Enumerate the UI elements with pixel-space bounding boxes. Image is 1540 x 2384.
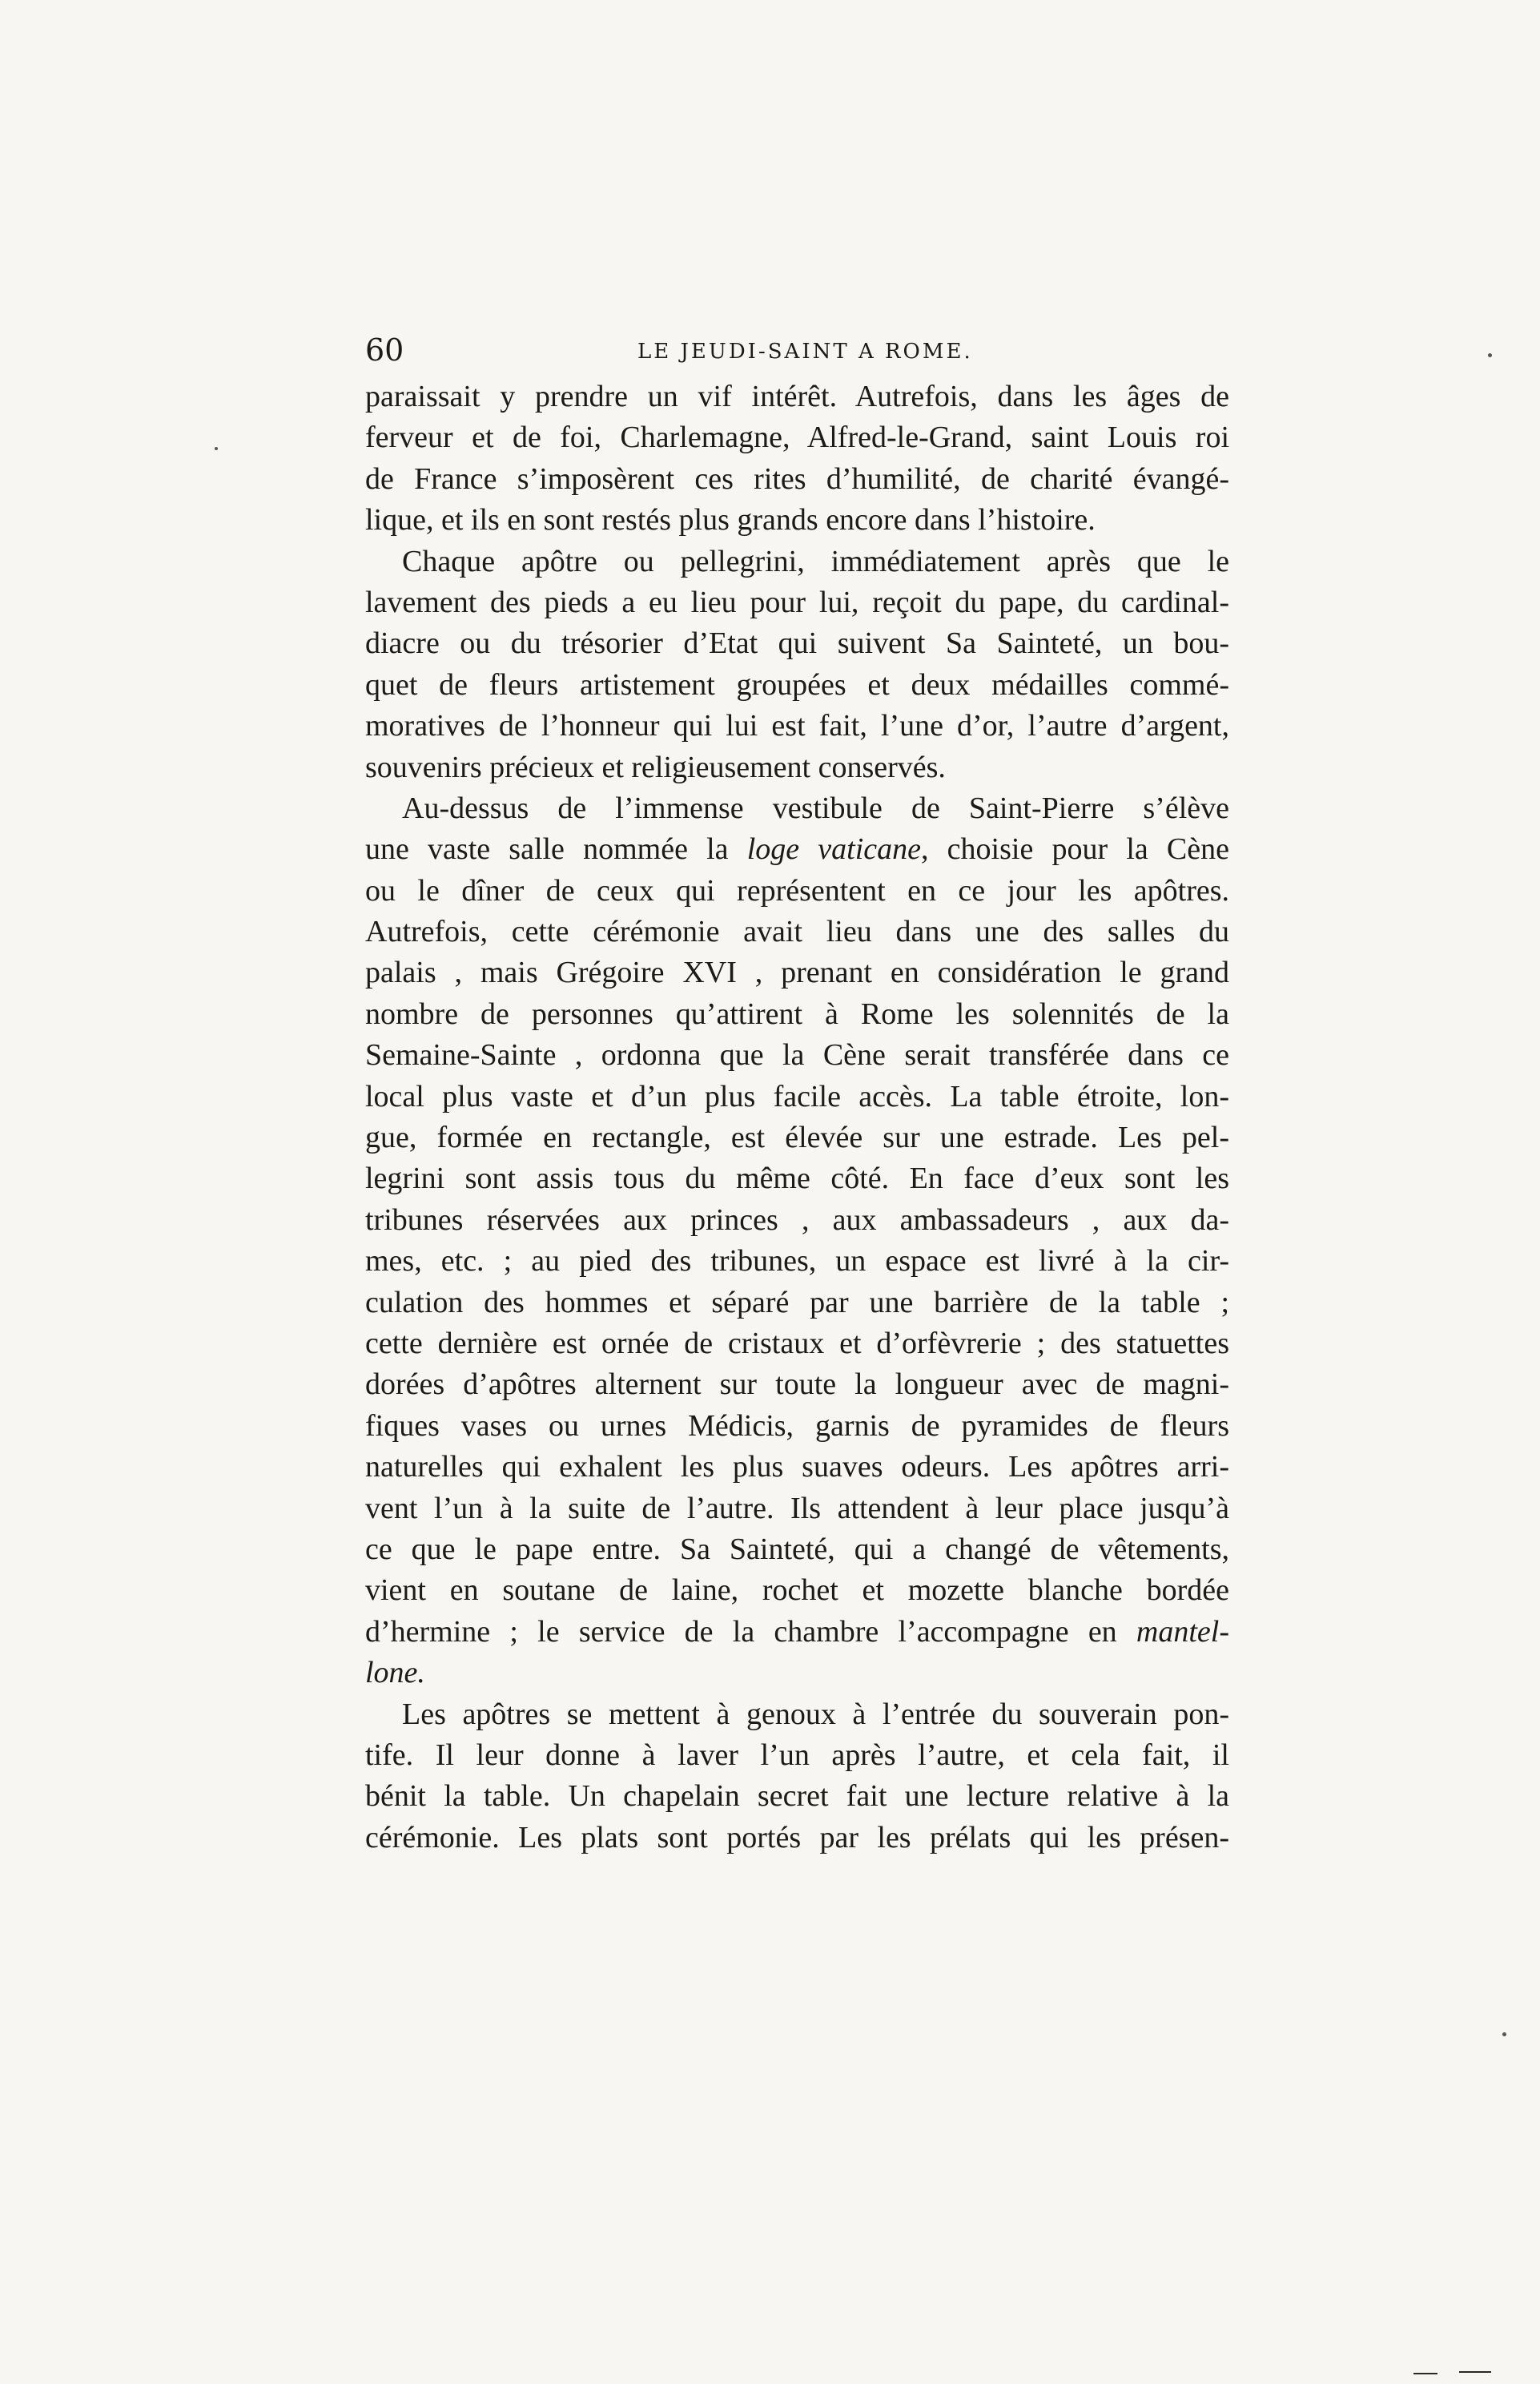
text-line: vent l’un à la suite de l’autre. Ils attendent à leur place jusqu’à [365,1491,1229,1525]
paragraph-start-line: Au-dessus de l’immense vestibule de Saint-Pierre s’élève [402,791,1229,825]
text-line: bénit la table. Un chapelain secret fait une lecture relative à la [365,1779,1229,1814]
scan-speck [215,447,218,450]
text-line: nombre de personnes qu’attirent à Rome les solennités de la [365,997,1229,1031]
text-line-with-italic [365,829,1229,870]
text-line: Autrefois, cette cérémonie avait lieu dans une des salles du [365,915,1229,949]
running-title: LE JEUDI-SAINT A ROME. [637,340,973,364]
text-line: paraissait y prendre un vif intérêt. Autrefois, dans les âges de [365,380,1229,413]
text-line: culation des hommes et séparé par une barrière de la table ; [365,1285,1229,1319]
scan-edge-mark [1459,2371,1491,2373]
scan-edge-mark [1413,2373,1437,2374]
text-line: dorées d’apôtres alternent sur toute la longueur avec de magni- [365,1367,1229,1402]
body-text [365,377,1229,1858]
text-line: naturelles qui exhalent les plus suaves odeurs. Les apôtres arri- [365,1450,1229,1484]
text-line: cérémonie. Les plats sont portés par les prélats qui les présen- [365,1820,1229,1854]
paragraph-start-line: Les apôtres se mettent à genoux à l’entrée du souverain pon- [402,1697,1229,1731]
page-header [365,330,1230,370]
text-line-with-italic [365,1612,1229,1653]
text-line: palais , mais Grégoire XVI , prenant en considération le grand [365,956,1229,990]
text-line: ou le dîner de ceux qui représentent en ce jour les apôtres. [365,873,1229,908]
text-line: lone. [365,1656,425,1690]
text-line: souvenirs précieux et religieusement conservés. [365,750,946,784]
scan-speck [1488,353,1492,357]
text-line: quet de fleurs artistement groupées et deux médailles commé- [365,667,1229,702]
text-segment: une vaste salle nommée la [365,832,747,867]
text-line: moratives de l’honneur qui lui est fait, l’une d’or, l’autre d’argent, [365,709,1229,743]
text-line: legrini sont assis tous du même côté. En face d’eux sont les [365,1162,1229,1196]
text-line: ce que le pape entre. Sa Sainteté, qui a changé de vêtements, [365,1532,1229,1566]
text-segment: , choisie pour la Cène [921,832,1229,867]
text-line: lique, et ils en sont restés plus grands encore dans l’histoire. [365,503,1096,538]
italic-term: loge vaticane [746,832,922,867]
text-segment: d’hermine ; le service de la chambre l’accompagne en [365,1614,1136,1649]
paragraph-start-line: Chaque apôtre ou pellegrini, immédiatement après que le [402,544,1229,578]
text-line: vient en soutane de laine, rochet et mozette blanche bordée [365,1573,1229,1608]
text-line: tife. Il leur donne à laver l’un après l’autre, et cela fait, il [365,1738,1229,1772]
text-line: gue, formée en rectangle, est élevée sur une estrade. Les pel- [365,1121,1229,1155]
text-line: mes, etc. ; au pied des tribunes, un espace est livré à la cir- [365,1244,1229,1279]
text-line: Semaine-Sainte , ordonna que la Cène serait transférée dans ce [365,1038,1229,1073]
text-line: de France s’imposèrent ces rites d’humilité, de charité évangé- [365,461,1229,496]
text-line: ferveur et de foi, Charlemagne, Alfred-le-Grand, saint Louis roi [365,421,1229,455]
text-line: diacre ou du trésorier d’Etat qui suivent Sa Sainteté, un bou- [365,626,1229,661]
page-number: 60 [365,332,404,368]
text-line: lavement des pieds a eu lieu pour lui, reçoit du pape, du cardinal- [365,585,1229,619]
text-line: tribunes réservées aux princes , aux ambassadeurs , aux da- [365,1202,1229,1237]
scan-speck [1502,2032,1506,2036]
text-line: local plus vaste et d’un plus facile accès. La table étroite, lon- [365,1079,1229,1113]
italic-term: mantel- [1136,1614,1229,1649]
text-line: fiques vases ou urnes Médicis, garnis de pyramides de fleurs [365,1408,1229,1443]
text-line: cette dernière est ornée de cristaux et d’orfèvrerie ; des statuettes [365,1326,1229,1360]
